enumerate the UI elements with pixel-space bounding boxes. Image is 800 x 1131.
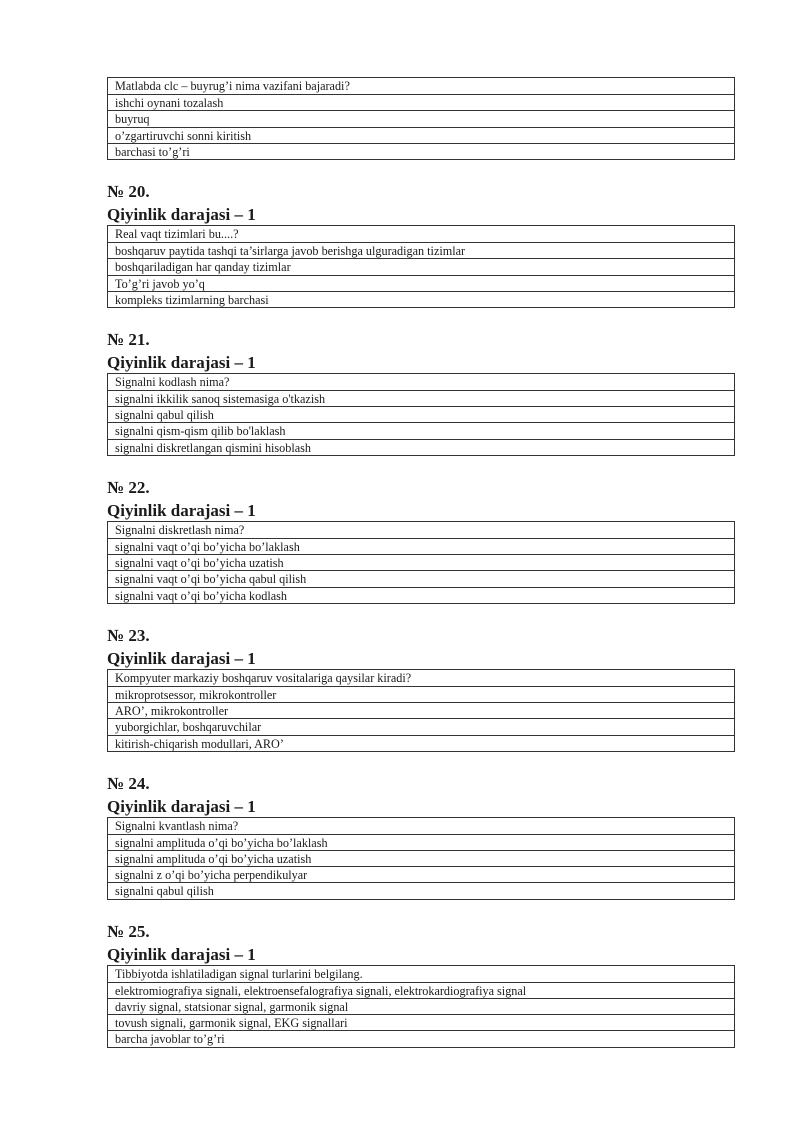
question-text: Tibbiyotda ishlatiladigan signal turlarini belgilang. [115, 966, 363, 981]
question-number: № 24. [107, 773, 150, 793]
answer-option: boshqaruv paytida tashqi ta’sirlarga javob berishga ulguradigan tizimlar [108, 242, 734, 258]
question-block-21 [107, 330, 735, 456]
question-table [107, 669, 735, 752]
question-text: Signalni kodlash nima? [115, 374, 230, 389]
answer-option: To’g’ri javob yo’q [108, 275, 734, 291]
answer-option: mikroprotsessor, mikrokontroller [108, 686, 734, 702]
difficulty-level: Qiyinlik darajasi – 1 [107, 796, 256, 816]
answer-option: kompleks tizimlarning barchasi [108, 291, 734, 307]
difficulty-level: Qiyinlik darajasi – 1 [107, 648, 256, 668]
answer-option: signalni vaqt o’qi bo’yicha bo’laklash [108, 538, 734, 554]
answer-option: ishchi oynani tozalash [108, 94, 734, 110]
question-table [107, 817, 735, 900]
question-text: Signalni diskretlash nima? [115, 522, 245, 537]
answer-option: signalni diskretlangan qismini hisoblash [108, 439, 734, 455]
question-text: Real vaqt tizimlari bu....? [115, 226, 239, 241]
difficulty-level: Qiyinlik darajasi – 1 [107, 352, 256, 372]
question-block-22 [107, 478, 735, 604]
answer-option: yuborgichlar, boshqaruvchilar [108, 718, 734, 734]
answer-option: signalni vaqt o’qi bo’yicha qabul qilish [108, 570, 734, 586]
answer-option: boshqariladigan har qanday tizimlar [108, 258, 734, 274]
question-number: № 22. [107, 477, 150, 497]
question-text: Kompyuter markaziy boshqaruv vositalariga qaysilar kiradi? [115, 670, 412, 685]
question-table [107, 373, 735, 456]
answer-option: signalni vaqt o’qi bo’yicha uzatish [108, 554, 734, 570]
question-number: № 20. [107, 181, 150, 201]
answer-option: signalni qabul qilish [108, 406, 734, 422]
question-table [107, 965, 735, 1048]
question-number: № 21. [107, 329, 150, 349]
answer-option: signalni vaqt o’qi bo’yicha kodlash [108, 587, 734, 603]
answer-option: signalni amplituda o’qi bo’yicha bo’laklash [108, 834, 734, 850]
difficulty-level: Qiyinlik darajasi – 1 [107, 500, 256, 520]
answer-option: signalni qabul qilish [108, 882, 734, 898]
answer-option: signalni z o’qi bo’yicha perpendikulyar [108, 866, 734, 882]
answer-option: tovush signali, garmonik signal, EKG signallari [108, 1014, 734, 1030]
answer-option: signalni amplituda o’qi bo’yicha uzatish [108, 850, 734, 866]
answer-option: ARO’, mikrokontroller [108, 702, 734, 718]
question-text: Matlabda clc – buyrug’i nima vazifani bajaradi? [115, 79, 350, 93]
difficulty-level: Qiyinlik darajasi – 1 [107, 944, 256, 964]
answer-option: kitirish-chiqarish modullari, ARO’ [108, 735, 734, 751]
difficulty-level: Qiyinlik darajasi – 1 [107, 204, 256, 224]
question-block-25 [107, 922, 735, 1048]
answer-option: signalni qism-qism qilib bo'laklash [108, 422, 734, 438]
question-table-19 [107, 77, 735, 160]
answer-option: signalni ikkilik sanoq sistemasiga o'tkazish [108, 390, 734, 406]
question-table [107, 225, 735, 308]
answer-option: barcha javoblar to’g’ri [108, 1030, 734, 1046]
answer-option: o’zgartiruvchi sonni kiritish [108, 127, 734, 143]
answer-option: barchasi to’g’ri [108, 143, 734, 159]
question-number: № 23. [107, 625, 150, 645]
answer-option: elektromiografiya signali, elektroensefalografiya signali, elektrokardiografiya signal [108, 982, 734, 998]
question-number: № 25. [107, 921, 150, 941]
question-block-20 [107, 182, 735, 308]
question-text: Signalni kvantlash nima? [115, 818, 239, 833]
answer-option: davriy signal, statsionar signal, garmonik signal [108, 998, 734, 1014]
question-block-24 [107, 774, 735, 900]
question-table [107, 521, 735, 604]
document-page [107, 77, 735, 1048]
question-block-23 [107, 626, 735, 752]
answer-option: buyruq [108, 110, 734, 126]
